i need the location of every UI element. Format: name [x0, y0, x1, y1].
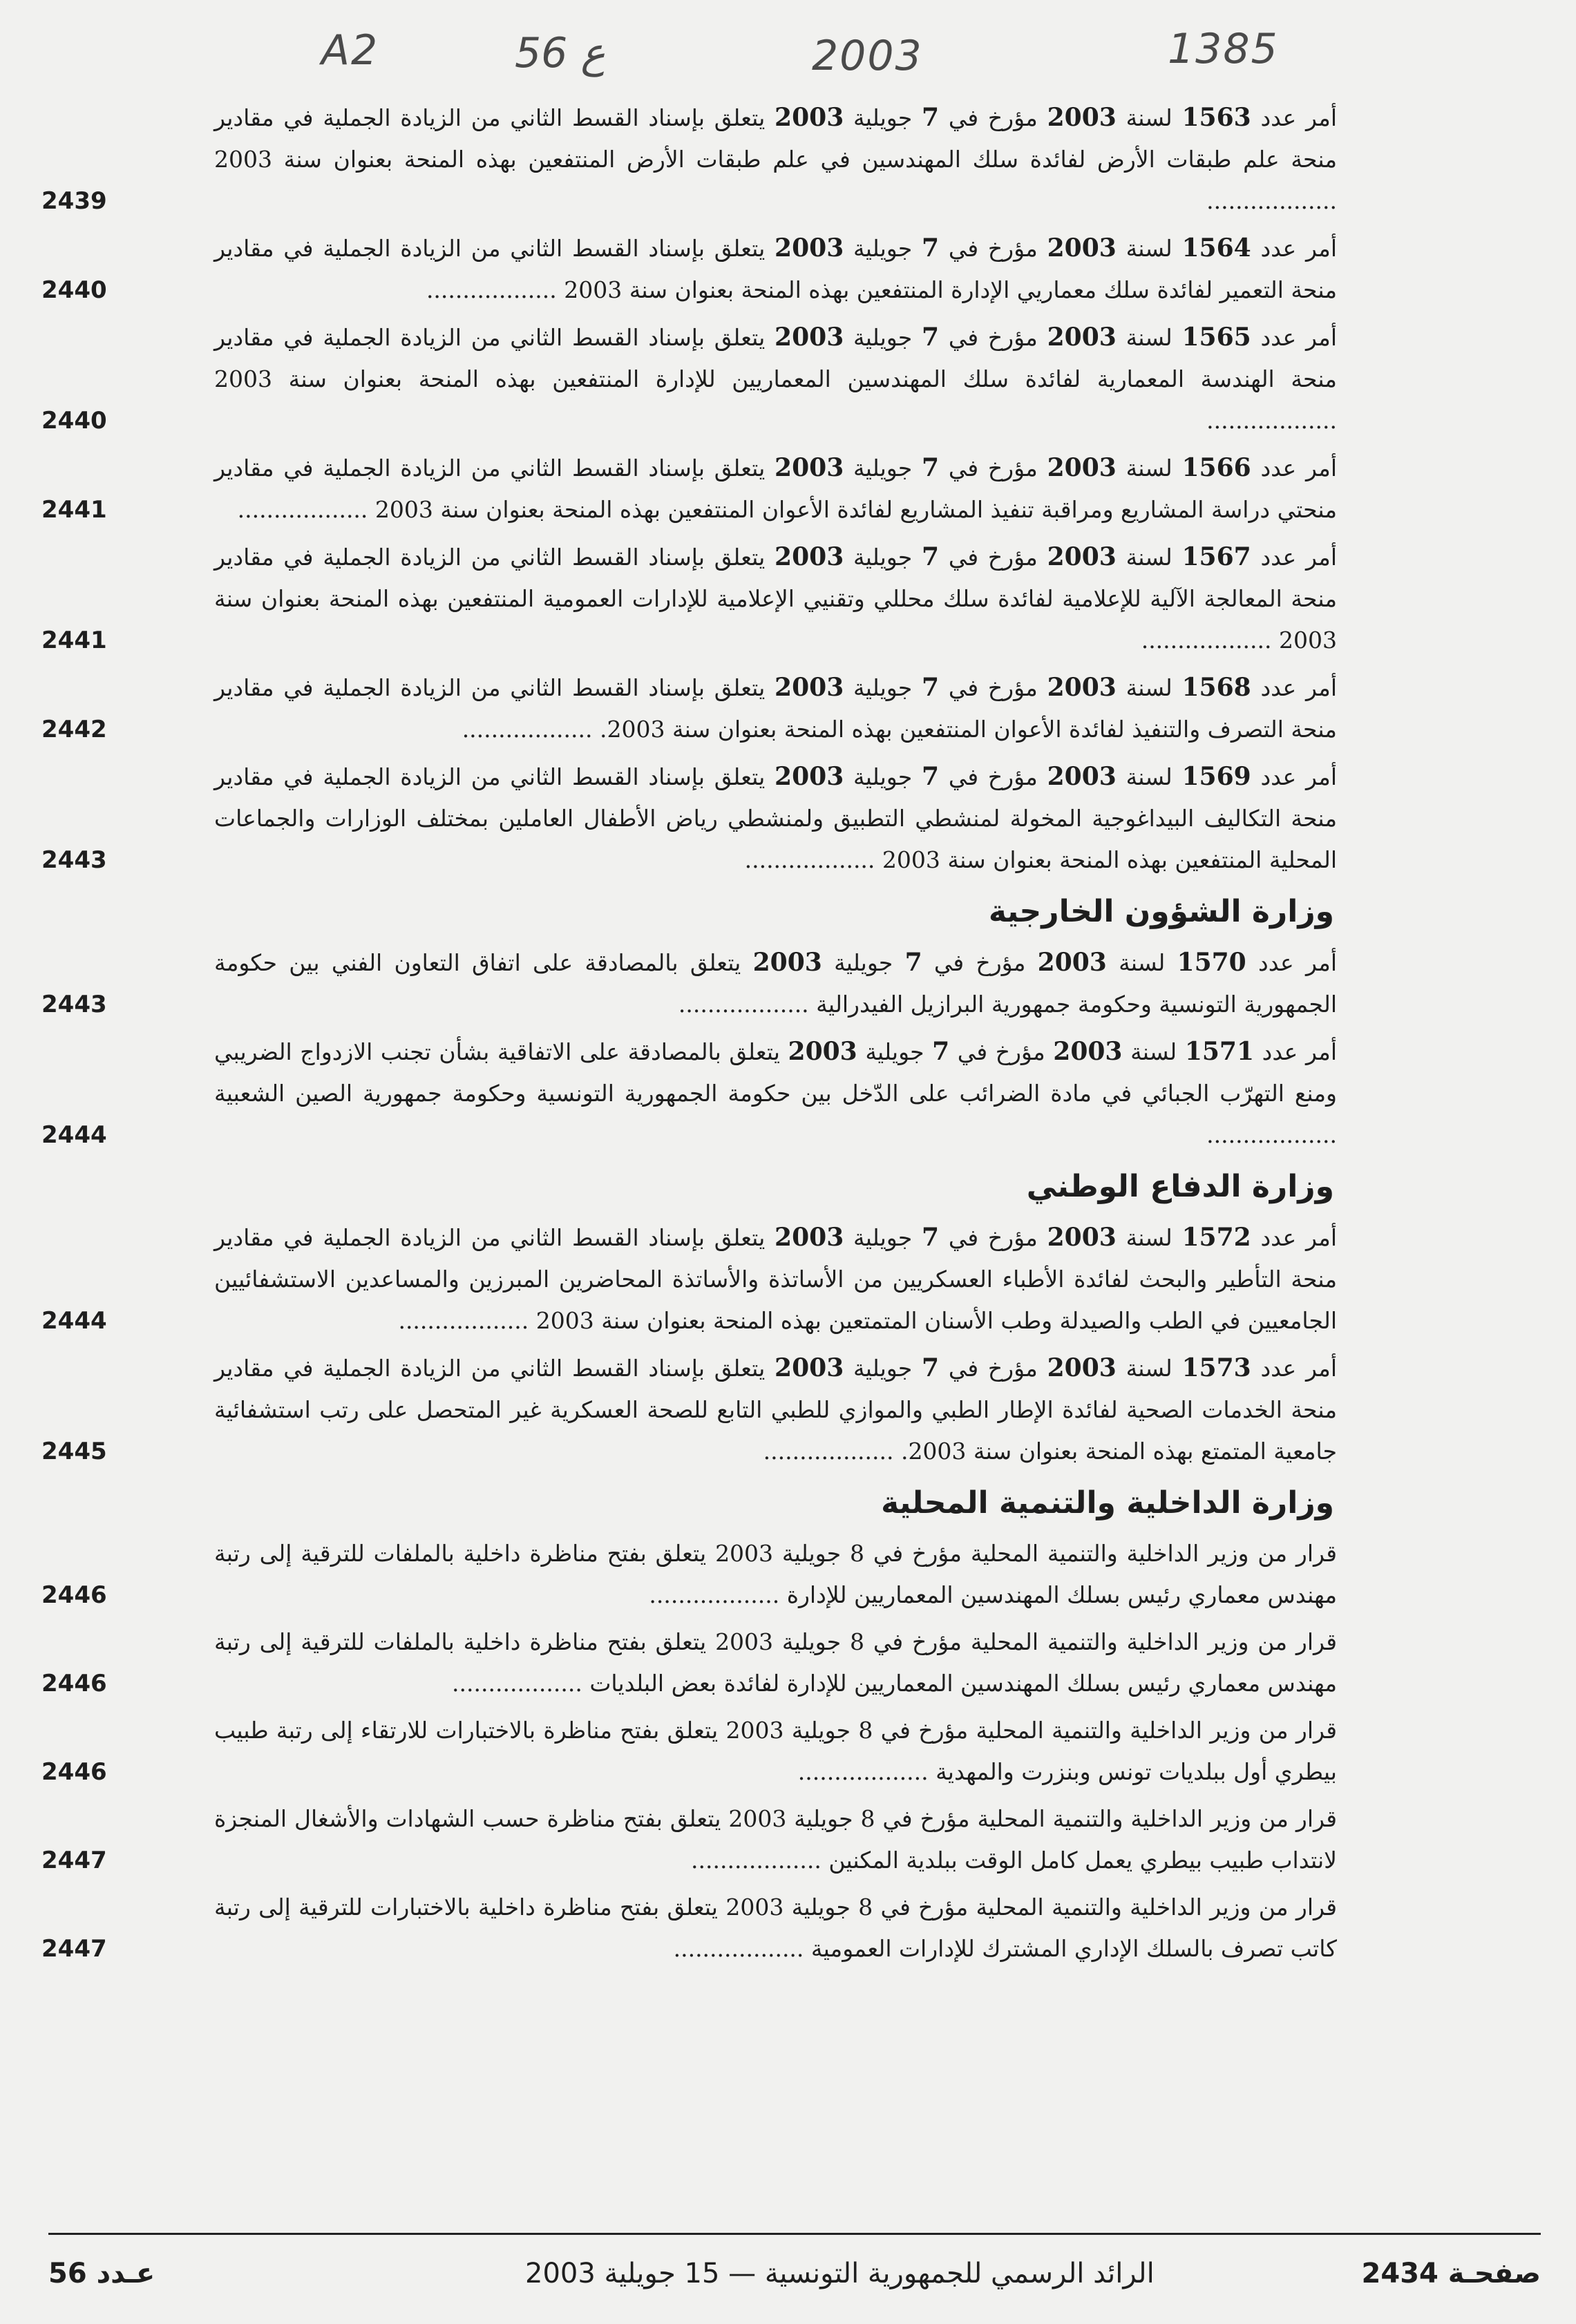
toc-entry-page-number: 2446 — [41, 1758, 107, 1786]
toc-entry-page-number: 2447 — [41, 1935, 107, 1963]
dot-leader: .................. — [1141, 627, 1280, 654]
toc-entry-text: أمر عدد 1563 لسنة 2003 مؤرخ في 7 جويلية 2003 يتعلق بإسناد القسط الثاني من الزيادة الجملية في مقادير منحة علم طبقات الأرض لفائدة سلك المهندسين في علم طبقات الأرض المنتفعين بهذه المنحة بعنوان سنة 2003 .................. — [214, 103, 1337, 214]
toc-entry — [41, 1533, 1337, 1616]
toc-entry-text: قرار من وزير الداخلية والتنمية المحلية مؤرخ في 8 جويلية 2003 يتعلق بفتح مناظرة داخلية بالملفات للترقية إلى رتبة مهندس معماري رئيس بسلك المهندسين المعماريين للإدارة لفائدة بعض البلديات .................. — [214, 1628, 1337, 1697]
entries-group — [41, 1533, 1338, 1970]
toc-entry-page-number: 2443 — [41, 991, 107, 1018]
page-footer — [48, 2258, 1541, 2306]
footer-divider — [48, 2233, 1541, 2235]
toc-entry-text: أمر عدد 1572 لسنة 2003 مؤرخ في 7 جويلية 2003 يتعلق بإسناد القسط الثاني من الزيادة الجملية في مقادير منحة التأطير والبحث لفائدة الأطباء العسكريين من الأساتذة والأساتذة المحاضرين المبرزين والمساعدين الاستشفائيين الجامعيين في الطب والصيدلة وطب الأسنان المتمتعين بهذه المنحة بعنوان سنة 2003 .................. — [214, 1223, 1337, 1334]
dot-leader: .................. — [678, 991, 817, 1018]
handwritten-note: A2 — [321, 26, 379, 75]
footer-issue-number: عـدد 56 — [48, 2258, 155, 2289]
toc-entry — [41, 1347, 1337, 1472]
dot-leader: .................. — [649, 1581, 787, 1608]
dot-leader: .................. — [1206, 1121, 1337, 1148]
toc-entry-page-number: 2446 — [41, 1581, 107, 1609]
dot-leader: .................. — [797, 1758, 936, 1785]
toc-entry-page-number: 2447 — [41, 1847, 107, 1874]
dot-leader: .................. — [398, 1307, 536, 1334]
toc-entry-text: أمر عدد 1567 لسنة 2003 مؤرخ في 7 جويلية 2003 يتعلق بإسناد القسط الثاني من الزيادة الجملية في مقادير منحة المعالجة الآلية للإعلامية لفائدة سلك محللي وتقنيي الإعلامية للإدارات العمومية المنتفعين بهذه المنحة بعنوان سنة 2003 .................. — [214, 542, 1337, 654]
handwritten-annotations — [0, 19, 1576, 95]
footer-journal-title: الرائد الرسمي للجمهورية التونسية — 15 جويلية 2003 — [525, 2258, 1155, 2289]
toc-entry — [41, 1710, 1337, 1793]
toc-entry — [41, 756, 1337, 881]
dot-leader: .................. — [237, 496, 375, 523]
dot-leader: .................. — [744, 846, 882, 873]
toc-entry-page-number: 2440 — [41, 407, 107, 435]
dot-leader: .................. — [462, 716, 600, 743]
toc-entry — [41, 1798, 1338, 1881]
entries-group — [41, 97, 1337, 881]
dot-leader: .................. — [426, 276, 564, 303]
toc-entry-text: قرار من وزير الداخلية والتنمية المحلية مؤرخ في 8 جويلية 2003 يتعلق بفتح مناظرة داخلية بالملفات للترقية إلى رتبة مهندس معماري رئيس بسلك المهندسين المعماريين للإدارة .................. — [214, 1540, 1337, 1608]
dot-leader: .................. — [691, 1847, 829, 1874]
toc-entry — [41, 536, 1337, 661]
toc-entry — [41, 447, 1337, 531]
toc-entry — [41, 1031, 1338, 1156]
toc-entry-page-number: 2440 — [41, 276, 107, 304]
toc-entry — [41, 1621, 1337, 1704]
dot-leader: .................. — [452, 1670, 590, 1697]
toc-entry-text: قرار من وزير الداخلية والتنمية المحلية مؤرخ في 8 جويلية 2003 يتعلق بفتح مناظرة حسب الشهادات والأشغال المنجزة لانتداب طبيب بيطري يعمل كامل الوقت ببلدية المكنين .................. — [214, 1805, 1338, 1874]
handwritten-note: 2003 — [812, 32, 923, 80]
toc-entry-text: أمر عدد 1573 لسنة 2003 مؤرخ في 7 جويلية 2003 يتعلق بإسناد القسط الثاني من الزيادة الجملية في مقادير منحة الخدمات الصحية لفائدة الإطار الطبي والموازي للطبي التابع للصحة العسكرية غير المتحصل على رتب استشفائية جامعية المتمتع بهذه المنحة بعنوان سنة 2003. .................. — [214, 1353, 1337, 1465]
toc-entry-page-number: 2444 — [41, 1307, 107, 1335]
handwritten-note: 56 ع — [515, 29, 606, 77]
dot-leader: .................. — [673, 1935, 811, 1962]
toc-entry-text: قرار من وزير الداخلية والتنمية المحلية مؤرخ في 8 جويلية 2003 يتعلق بفتح مناظرة بالاختبارات للارتقاء إلى رتبة طبيب بيطري أول ببلديات تونس وبنزرت والمهدية .................. — [214, 1717, 1337, 1785]
toc-entry-text: أمر عدد 1571 لسنة 2003 مؤرخ في 7 جويلية 2003 يتعلق بالمصادقة على الاتفاقية بشأن تجنب الازدواج الضريبي ومنع التهرّب الجبائي في مادة الضرائب على الدّخل بين حكومة الجمهورية التونسية وحكومة جمهورية الصين الشعبية .................. — [214, 1037, 1338, 1148]
toc-entry-text: أمر عدد 1566 لسنة 2003 مؤرخ في 7 جويلية 2003 يتعلق بإسناد القسط الثاني من الزيادة الجملية في مقادير منحتي دراسة المشاريع ومراقبة تنفيذ المشاريع لفائدة الأعوان المنتفعين بهذه المنحة بعنوان سنة 2003 .................. — [214, 453, 1337, 523]
toc-entry-text: أمر عدد 1564 لسنة 2003 مؤرخ في 7 جويلية 2003 يتعلق بإسناد القسط الثاني من الزيادة الجملية في مقادير منحة التعمير لفائدة سلك معماريي الإدارة المنتفعين بهذه المنحة بعنوان سنة 2003 .................. — [214, 234, 1337, 303]
footer-page-number: صفحـة 2434 — [1361, 2258, 1541, 2289]
toc-entry-page-number: 2442 — [41, 716, 107, 743]
toc-entry — [41, 1887, 1338, 1970]
toc-entry — [41, 97, 1337, 222]
toc-entry-text: أمر عدد 1565 لسنة 2003 مؤرخ في 7 جويلية 2003 يتعلق بإسناد القسط الثاني من الزيادة الجملية في مقادير منحة الهندسة المعمارية لفائدة سلك المهندسين المعماريين للإدارة المنتفعين بهذه المنحة بعنوان سنة 2003 .................. — [214, 323, 1337, 434]
toc-entry — [41, 227, 1337, 311]
toc-entry-page-number: 2441 — [41, 496, 107, 524]
section-heading-defense: وزارة الدفاع الوطني — [1026, 1169, 1334, 1204]
toc-entry — [41, 1217, 1337, 1342]
toc-entry-text: أمر عدد 1569 لسنة 2003 مؤرخ في 7 جويلية 2003 يتعلق بإسناد القسط الثاني من الزيادة الجملية في مقادير منحة التكاليف البيداغوجية المخولة لمنشطي التطبيق ولمنشطي رياض الأطفال العاملين بمختلف الوزارات والجماعات المحلية المنتفعين بهذه المنحة بعنوان سنة 2003 .................. — [214, 762, 1337, 873]
dot-leader: .................. — [1206, 407, 1337, 434]
toc-entry-page-number: 2445 — [41, 1438, 107, 1465]
toc-entry — [41, 316, 1337, 441]
section-heading-interior: وزارة الداخلية والتنمية المحلية — [881, 1485, 1334, 1521]
toc-entry-page-number: 2444 — [41, 1121, 107, 1149]
toc-entry-text: أمر عدد 1568 لسنة 2003 مؤرخ في 7 جويلية 2003 يتعلق بإسناد القسط الثاني من الزيادة الجملية في مقادير منحة التصرف والتنفيذ لفائدة الأعوان المنتفعين بهذه المنحة بعنوان سنة 2003. .................. — [214, 673, 1337, 743]
handwritten-note: 1385 — [1168, 25, 1279, 73]
dot-leader: .................. — [1206, 187, 1337, 214]
toc-entry-text: أمر عدد 1570 لسنة 2003 مؤرخ في 7 جويلية 2003 يتعلق بالمصادقة على اتفاق التعاون الفني بين حكومة الجمهورية التونسية وحكومة جمهورية البرازيل الفيدرالية .................. — [214, 948, 1338, 1018]
toc-entry-page-number: 2441 — [41, 627, 107, 654]
toc-entry-text: قرار من وزير الداخلية والتنمية المحلية مؤرخ في 8 جويلية 2003 يتعلق بفتح مناظرة داخلية بالاختبارات للترقية إلى رتبة كاتب تصرف بالسلك الإداري المشترك للإدارات العمومية .................. — [214, 1894, 1338, 1962]
dot-leader: .................. — [763, 1438, 901, 1465]
toc-entry-page-number: 2439 — [41, 187, 107, 215]
entries-group — [41, 942, 1338, 1156]
toc-entry — [41, 667, 1337, 750]
entries-group — [41, 1217, 1337, 1472]
toc-entry-page-number: 2446 — [41, 1670, 107, 1697]
toc-entry — [41, 942, 1338, 1025]
section-heading-foreign-affairs: وزارة الشؤون الخارجية — [988, 894, 1334, 929]
toc-entry-page-number: 2443 — [41, 846, 107, 874]
table-of-contents — [41, 97, 1338, 1975]
